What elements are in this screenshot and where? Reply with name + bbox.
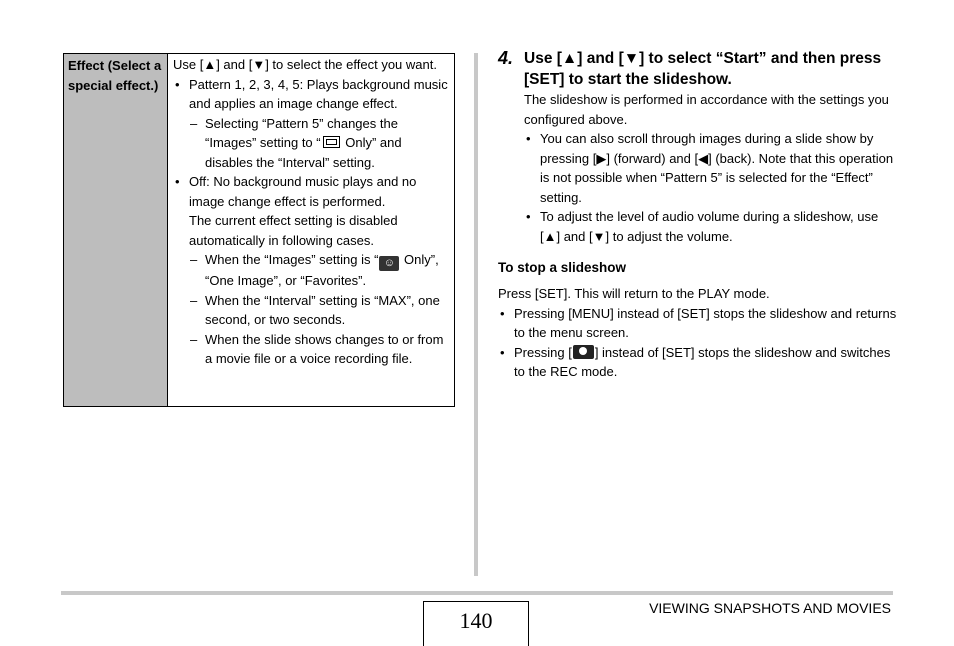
stop-bullet-rec: • Pressing [ ] instead of [SET] stops the slideshow and switches to the REC mode.	[498, 343, 898, 382]
case-images: – When the “Images” setting is “ ☺ Only”, “One Image”, or “Favorites”.	[173, 250, 450, 291]
case-interval: – When the “Interval” setting is “MAX”, one second, or two seconds.	[173, 291, 450, 330]
pattern5-note: – Selecting “Pattern 5” changes the “Images” setting to “ Only” and disables the “Interval” setting.	[173, 114, 450, 173]
case-movie: – When the slide shows changes to or from a movie file or a voice recording file.	[173, 330, 450, 369]
snapshot-frame-icon	[323, 136, 340, 148]
off-continuation: The current effect setting is disabled automatically in following cases.	[189, 213, 398, 248]
pattern-bullet: • Pattern 1, 2, 3, 4, 5: Plays background music and applies an image change effect.	[173, 75, 450, 114]
page-number: 140	[423, 601, 529, 646]
step-number: 4.	[498, 48, 514, 68]
step-bullet-volume: • To adjust the level of audio volume during a slideshow, use [▲] and [▼] to adjust the volume.	[498, 207, 898, 246]
effect-table	[63, 53, 455, 407]
effect-intro: Use [▲] and [▼] to select the effect you want.	[173, 57, 437, 72]
right-column	[498, 48, 898, 379]
step-title: 4. Use [▲] and [▼] to select “Start” and then press [SET] to start the slideshow.	[498, 48, 882, 88]
stop-bullet-menu: • Pressing [MENU] instead of [SET] stops the slideshow and returns to the menu screen.	[498, 304, 898, 343]
section-label: VIEWING SNAPSHOTS AND MOVIES	[649, 600, 891, 616]
stop-section	[498, 284, 898, 382]
column-divider	[474, 53, 478, 576]
off-bullet: • Off: No background music plays and no image change effect is performed.	[173, 172, 450, 211]
stop-body: Press [SET]. This will return to the PLAY mode.	[498, 286, 770, 301]
footer-rule	[61, 591, 893, 595]
camera-icon	[573, 345, 594, 359]
favorites-icon: ☺	[379, 256, 399, 271]
step-body: The slideshow is performed in accordance with the settings you configured above.	[524, 92, 889, 127]
effect-description	[168, 54, 454, 406]
step-bullet-scroll: • You can also scroll through images during a slide show by pressing [▶] (forward) and [◀] (back). Note that this operation is not possible when “Pattern 5” is selected for the “Effect” setting.	[498, 129, 898, 207]
effect-header: Effect (Select a special effect.)	[64, 54, 168, 406]
stop-title: To stop a slideshow	[498, 260, 627, 275]
